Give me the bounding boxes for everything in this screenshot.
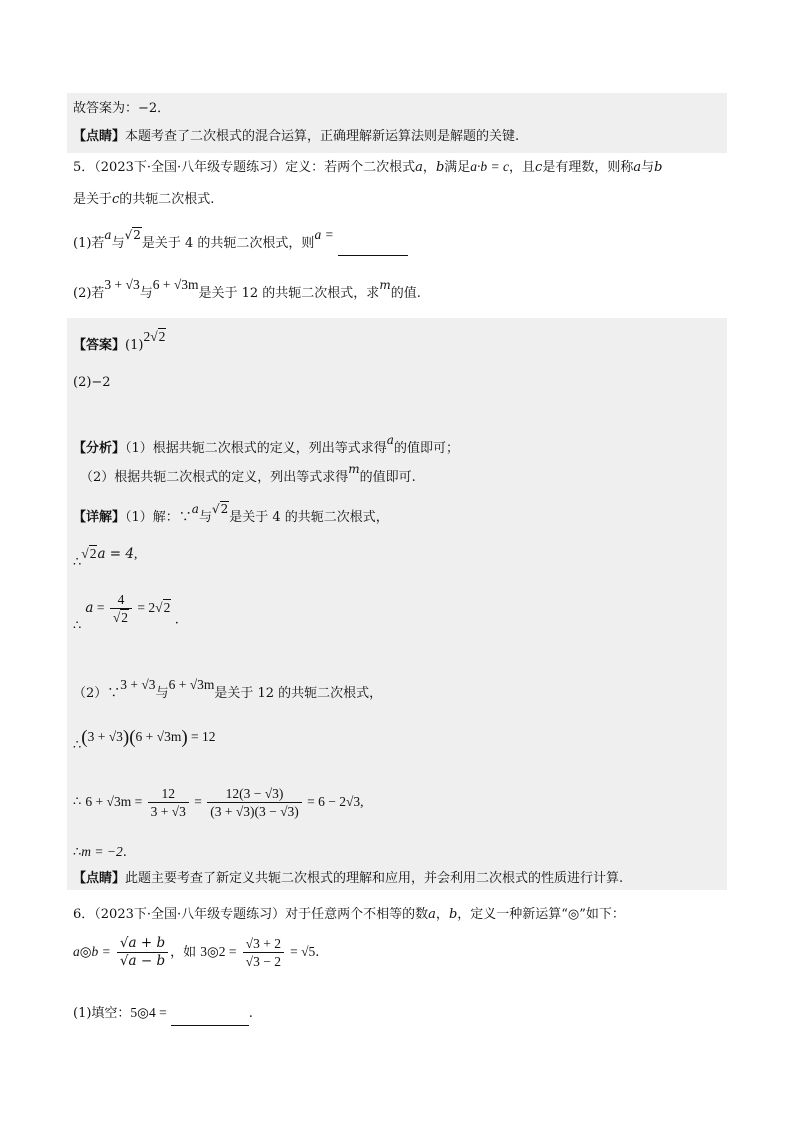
therefore-symbol: ∴ bbox=[73, 555, 82, 570]
q5-stem-f: 是关于 bbox=[73, 192, 113, 207]
analysis-tag: 【分析】 bbox=[73, 441, 126, 456]
q5-stem-c: ，且 bbox=[509, 160, 536, 175]
q6-number: 6． bbox=[73, 907, 95, 922]
prev-note-line bbox=[73, 128, 519, 146]
q5-var-a: a bbox=[415, 160, 423, 175]
q5-part1-blank[interactable] bbox=[338, 237, 408, 256]
q5-part2-post: 是关于 12 的共轭二次根式，求 bbox=[198, 286, 380, 301]
q6-part1-period: . bbox=[248, 1006, 253, 1021]
note5-text: 此题主要考查了新定义共轭二次根式的理解和应用，并会利用二次根式的性质进行计算. bbox=[125, 871, 624, 886]
analysis5-var-a: a bbox=[386, 433, 394, 447]
q6-stem-b: ，定义一种新运算“◎”如下： bbox=[457, 907, 625, 922]
analysis5-line2-post: 的值即可. bbox=[359, 470, 416, 485]
detail5-eq1 bbox=[73, 546, 138, 572]
q6-def-fraction: $\frac{√a + b}{√a - b}$ bbox=[117, 935, 168, 970]
detail5-step2-pre: （2）∵ bbox=[73, 686, 121, 701]
answer5-p1: (1) bbox=[125, 338, 144, 353]
analysis5-line2-pre: （2）根据共轭二次根式的定义，列出等式求得 bbox=[80, 470, 349, 485]
note-tag: 【点睛】 bbox=[73, 129, 126, 144]
q5-stem-e: 与 bbox=[641, 160, 655, 175]
q5-stem-line1 bbox=[73, 158, 662, 177]
analysis5-line1-post: 的值即可； bbox=[393, 441, 459, 456]
q5-part2 bbox=[73, 277, 421, 303]
detail5-step1-mid: 与 bbox=[198, 510, 212, 525]
q6-ex-period: . bbox=[315, 945, 320, 960]
q6-ex-lhs: 3◎2 = bbox=[200, 944, 237, 959]
q5-part2-pre: (2)若 bbox=[73, 286, 105, 301]
q6-part1-expr: 5◎4 = bbox=[130, 1005, 167, 1020]
therefore-symbol-5: ∴ bbox=[73, 845, 82, 860]
q6-ex-rhs: = √5 bbox=[290, 944, 316, 959]
q5-part2-var: m bbox=[379, 278, 391, 292]
answer5-line2: (2)−2 bbox=[73, 375, 111, 390]
q6-stem-a: 对于任意两个不相等的数 bbox=[285, 907, 429, 922]
note5-line bbox=[73, 870, 623, 888]
detail5-eq1-expr: √2a = 4, bbox=[81, 546, 138, 562]
q5-part2-end: 的值. bbox=[390, 286, 421, 301]
q5-var-b-2: b bbox=[654, 160, 663, 175]
q6-var-a: a bbox=[428, 907, 436, 922]
answer-tag: 【答案】 bbox=[73, 338, 126, 353]
q6-part1-pre: (1)填空： bbox=[73, 1006, 131, 1021]
detail5-eq3 bbox=[73, 728, 216, 755]
q5-part2-mid: 与 bbox=[139, 286, 153, 301]
detail5-eq5-expr: m = −2 bbox=[81, 844, 123, 859]
analysis5-var-m: m bbox=[348, 462, 360, 476]
detail5-eq2-expr: a = $\frac{4}{√2}$ = 2√2 bbox=[85, 592, 171, 625]
detail5-radical: √2 bbox=[211, 502, 229, 516]
note-text: 本题考查了二次根式的混合运算，正确理解新运算法则是解题的关键. bbox=[125, 129, 520, 144]
answer5-line1 bbox=[73, 329, 166, 355]
q5-part1-post: 是关于 4 的共轭二次根式，则 bbox=[141, 236, 315, 251]
q6-ex-fraction: $\frac{√3 + 2}{√3 - 2}$ bbox=[243, 935, 284, 970]
q5-part1-pre: (1)若 bbox=[73, 236, 105, 251]
detail5-eq3-expr: (3 + √3)(6 + √3m) = 12 bbox=[81, 727, 216, 748]
q5-var-a-2: a bbox=[633, 160, 642, 175]
detail5-step1 bbox=[73, 502, 389, 527]
analysis5-line1-pre: （1）根据共轭二次根式的定义，列出等式求得 bbox=[125, 441, 387, 456]
q5-part1 bbox=[73, 227, 408, 256]
answer5-p1-value: 2√2 bbox=[143, 329, 166, 344]
q6-var-b: b bbox=[448, 907, 458, 922]
q6-source: （2023下·全国·八年级专题练习） bbox=[94, 907, 286, 922]
analysis5-line2 bbox=[80, 462, 416, 487]
detail5-step2-expr2: 6 + √3m bbox=[168, 677, 215, 692]
q5-part2-expr2: 6 + √3m bbox=[152, 277, 199, 292]
q6-part1 bbox=[73, 1004, 253, 1026]
q5-var-b: b bbox=[435, 160, 445, 175]
detail5-step2-mid: 与 bbox=[155, 686, 169, 701]
prev-answer-line: 故答案为：−2． bbox=[73, 101, 171, 116]
q5-stem-g: 的共轭二次根式. bbox=[119, 192, 215, 207]
detail5-eq4-expr: 6 + √3m = $\frac{12}{3 + √3}$ = $\frac{12(3 - √3)}{(3 + √3)(3 - √3)}$ = 6 − 2√3, bbox=[85, 786, 364, 819]
q5-part1-eq: a = bbox=[314, 227, 334, 242]
q5-number: 5． bbox=[73, 160, 95, 175]
q6-definition bbox=[73, 935, 319, 970]
detail5-step2-post: 是关于 12 的共轭二次根式， bbox=[214, 686, 383, 701]
q5-part1-radical: √2 bbox=[124, 228, 141, 242]
detail5-eq4 bbox=[73, 785, 364, 820]
q5-stem-b: 满足 bbox=[444, 160, 471, 175]
q5-var-c-2: c bbox=[112, 192, 120, 207]
detail5-step1-post: 是关于 4 的共轭二次根式， bbox=[229, 510, 389, 525]
detail5-step2-expr1: 3 + √3 bbox=[120, 677, 156, 692]
q6-def-lhs: a◎b = bbox=[73, 944, 111, 959]
q5-part2-expr1: 3 + √3 bbox=[104, 277, 140, 292]
detail5-eq5-period: . bbox=[122, 845, 127, 860]
detail5-step2 bbox=[73, 677, 383, 703]
q5-part1-mid: 与 bbox=[111, 236, 125, 251]
q5-var-c: c bbox=[535, 160, 543, 175]
q6-stem-line1 bbox=[73, 906, 625, 924]
detail5-eq2-period: . bbox=[174, 612, 179, 628]
detail5-var-a: a bbox=[191, 502, 199, 516]
q5-stem-a: 定义：若两个二次根式 bbox=[285, 160, 416, 175]
q5-part1-var-a: a bbox=[104, 228, 112, 242]
therefore-symbol-4: ∴ bbox=[73, 794, 82, 810]
detail5-step1-pre: （1）解：∵ bbox=[125, 510, 192, 525]
q5-condition: a·b = c bbox=[470, 159, 510, 174]
q5-stem-line2 bbox=[73, 191, 214, 209]
q6-part1-blank[interactable] bbox=[171, 1007, 249, 1026]
q5-stem-d: 是有理数，则称 bbox=[542, 160, 634, 175]
therefore-symbol-3: ∴ bbox=[73, 738, 82, 753]
note5-tag: 【点睛】 bbox=[73, 871, 126, 886]
detail-tag: 【详解】 bbox=[73, 510, 126, 525]
detail5-eq2 bbox=[73, 592, 179, 638]
q5-source: （2023下·全国·八年级专题练习） bbox=[94, 160, 286, 175]
q6-comma: ， bbox=[435, 907, 449, 922]
detail5-eq5 bbox=[73, 843, 127, 862]
q6-example-word: ，如 bbox=[170, 945, 197, 960]
q5-comma: ， bbox=[422, 160, 436, 175]
therefore-symbol-2: ∴ bbox=[73, 618, 82, 634]
analysis5-line1 bbox=[73, 433, 459, 458]
